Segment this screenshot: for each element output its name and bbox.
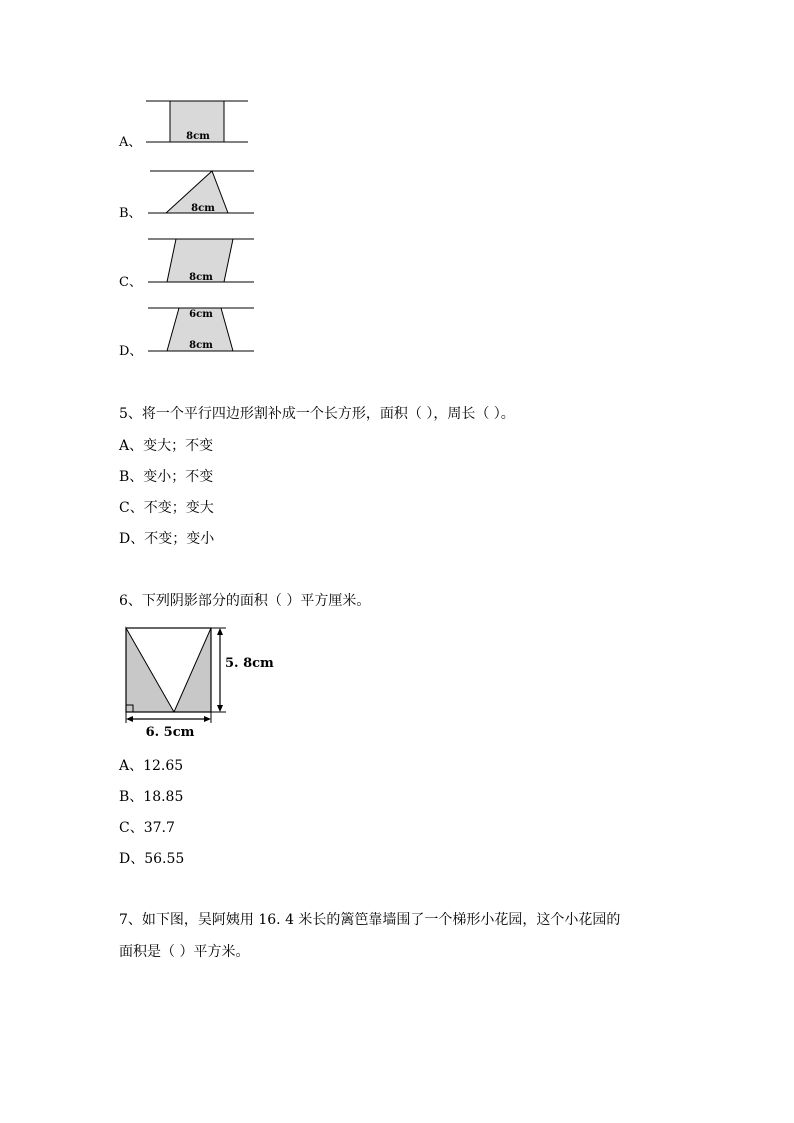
option-a-label: A、 [119,135,142,150]
trapezoid-top-label: 6cm [189,309,213,320]
q5-option-a: A、变大；不变 [119,438,214,454]
parallelogram-between-lines-figure [140,233,260,287]
trapezoid-base-label: 8cm [189,340,213,351]
q7-question-line-2: 面积是（ ）平方米。 [119,944,250,960]
q6-question-text: 6、下列阴影部分的面积（ ）平方厘米。 [119,593,371,609]
q6-option-d: D、56.55 [119,851,185,867]
rectangle-between-lines-figure [140,95,260,147]
q6-option-b: B、18.85 [119,789,184,805]
q5-option-c: C、不变；变大 [119,500,214,516]
q6-option-c: C、37.7 [119,820,175,836]
parallelogram-base-label: 8cm [189,272,213,283]
width-dimension-label: 6. 5cm [145,725,195,740]
q7-question-line-1: 7、如下图，吴阿姨用 16. 4 米长的篱笆靠墙围了一个梯形小花园，这个小花园的 [119,912,621,928]
rectangle-base-label: 8cm [186,131,210,142]
q6-option-a: A、12.65 [119,758,184,774]
q5-question-text: 5、将一个平行四边形割补成一个长方形，面积（ ），周长（ ）。 [119,406,515,422]
option-c-label: C、 [119,275,142,290]
triangle-between-lines-figure [140,165,260,217]
triangle-base-label: 8cm [191,203,215,214]
shaded-triangles-figure [118,622,278,744]
trapezoid-between-lines-figure [140,302,260,356]
q5-option-b: B、变小；不变 [119,469,214,485]
option-b-label: B、 [119,206,142,221]
q5-option-d: D、不变；变小 [119,531,215,547]
height-dimension-label: 5. 8cm [225,656,274,671]
option-d-label: D、 [119,344,143,359]
